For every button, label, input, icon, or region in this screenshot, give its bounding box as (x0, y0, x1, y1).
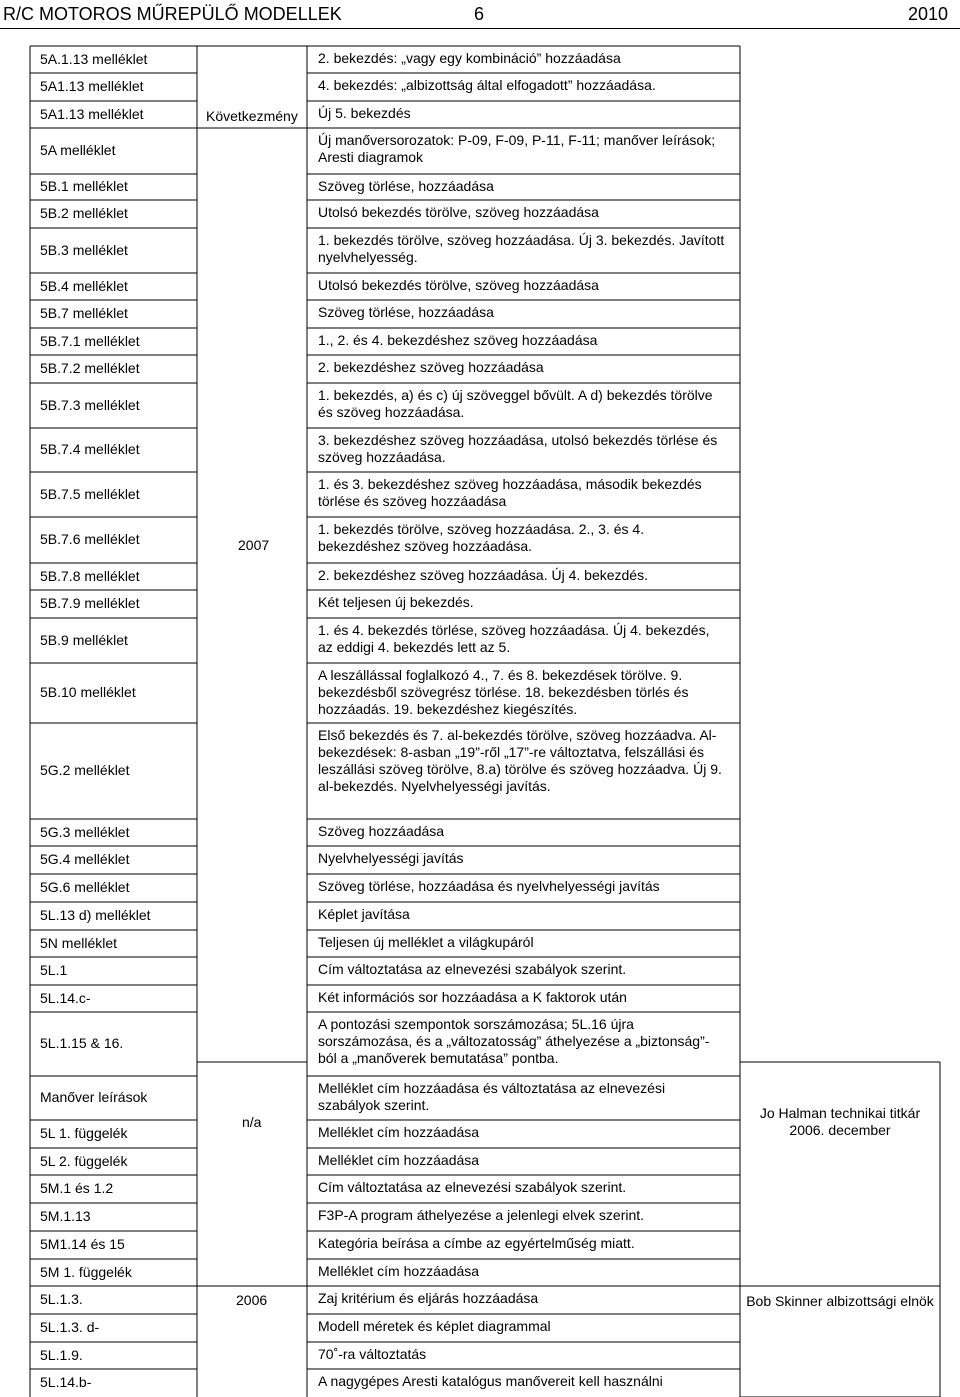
row-change: 2. bekezdéshez szöveg hozzáadása (318, 359, 544, 375)
row-ref: 5L.1.15 & 16. (40, 1035, 124, 1051)
row-ref: 5B.10 melléklet (40, 684, 136, 700)
row-change: Melléklet cím hozzáadása és változtatása az elnevezési szabályok szerint. (318, 1080, 666, 1113)
row-ref: 5A1.13 melléklet (40, 105, 144, 122)
row-ref: 5G.3 melléklet (40, 823, 130, 840)
row-ref: 5L.13 d) melléklet (40, 907, 151, 923)
row-ref: 5B.7.1 melléklet (40, 332, 140, 349)
row-change: Képlet javítása (318, 906, 410, 922)
row-ref: 5L.1.3. (40, 1291, 83, 1307)
row-ref: 5B.7.8 melléklet (40, 567, 140, 584)
row-ref: 5A melléklet (40, 142, 116, 158)
row-ref: 5B.7.9 melléklet (40, 595, 140, 611)
row-change: 3. bekezdéshez szöveg hozzáadása, utolsó bekezdés törlése és szöveg hozzáadása. (318, 432, 718, 465)
header-year: 2010 (908, 4, 949, 24)
row-ref: 5B.7.5 melléklet (40, 485, 140, 502)
row-change: 4. bekezdés: „albizottság által elfogadott” hozzáadása. (318, 77, 656, 93)
row-change: A nagygépes Aresti katalógus manővereit kell használni (318, 1373, 663, 1389)
row-ref: 5L.14.b- (40, 1374, 92, 1390)
row-change: Teljesen új melléklet a világkupáról (318, 934, 534, 950)
signoff-halman: Jo Halman technikai titkár 2006. december (759, 1105, 921, 1138)
row-ref: 5A1.13 melléklet (40, 78, 144, 94)
row-ref: 5L.1.3. d- (40, 1319, 100, 1335)
row-change: Melléklet cím hozzáadása (318, 1263, 480, 1279)
row-ref: 5G.2 melléklet (40, 762, 130, 778)
row-change: 1., 2. és 4. bekezdéshez szöveg hozzáadása (318, 332, 598, 348)
row-ref: 5A.1.13 melléklet (40, 50, 148, 67)
row-change: 1. bekezdés, a) és c) új szöveggel bővült. A d) bekezdés törölve és szöveg hozzáadása. (318, 387, 713, 420)
row-ref: 5B.9 melléklet (40, 631, 128, 648)
row-change: 1. bekezdés törölve, szöveg hozzáadása. Új 3. bekezdés. Javított nyelvhelyesség. (318, 232, 725, 265)
row-change: 70˚-ra változtatás (318, 1346, 427, 1362)
row-change: Szöveg törlése, hozzáadása (318, 304, 494, 320)
row-ref: 5L 1. függelék (40, 1125, 128, 1141)
row-ref: 5M.1.13 (40, 1208, 91, 1224)
consequence-header: Következmény (206, 108, 298, 124)
row-ref: 5L.1 (40, 962, 68, 978)
row-change: Első bekezdés és 7. al-bekezdés törölve, szöveg hozzáadva. Al-bekezdések: 8-asban „19”-ről „17”-re változtatva, felszállási és leszállási szöveg törölve, 8.a) törölve és szöveg hozzáadva. Új 9. al-bekezdés. Nyelvhelyességi javítás. (318, 727, 722, 794)
row-change: Modell méretek és képlet diagrammal (318, 1318, 551, 1334)
row-change: Szöveg törlése, hozzáadása (318, 178, 494, 194)
row-change: 1. bekezdés törölve, szöveg hozzáadása. 2., 3. és 4. bekezdéshez szöveg hozzáadása. (318, 521, 645, 554)
row-change: Szöveg hozzáadása (318, 823, 445, 839)
row-change: Új 5. bekezdés (318, 105, 411, 121)
row-ref: 5N melléklet (40, 934, 118, 951)
row-ref: Manőver leírások (40, 1089, 148, 1105)
row-ref: 5G.4 melléklet (40, 851, 130, 867)
page-number: 6 (474, 4, 485, 24)
row-ref: 5B.7.2 melléklet (40, 360, 140, 376)
row-change: Zaj kritérium és eljárás hozzáadása (318, 1290, 539, 1306)
row-change: 2. bekezdéshez szöveg hozzáadása. Új 4. bekezdés. (318, 567, 648, 583)
row-ref: 5M 1. függelék (40, 1263, 132, 1280)
row-change: Utolsó bekezdés törölve, szöveg hozzáadása (318, 277, 599, 293)
row-change: F3P-A program áthelyezése a jelenlegi elvek szerint. (318, 1207, 645, 1223)
row-change: 2. bekezdés: „vagy egy kombináció” hozzáadása (318, 50, 621, 66)
row-change: 1. és 3. bekezdéshez szöveg hozzáadása, második bekezdés törlése és szöveg hozzáadása (318, 476, 702, 509)
row-ref: 5B.3 melléklet (40, 241, 128, 258)
row-change: A leszállással foglalkozó 4., 7. és 8. bekezdések törölve. 9. bekezdésből szövegrész törlése. 18. bekezdésben törlés és hozzáadás. 19. bekezdéshez kiegészítés. (318, 667, 689, 717)
row-change: 1. és 4. bekezdés törlése, szöveg hozzáadása. Új 4. bekezdés, az eddigi 4. bekezdés lett az 5. (318, 622, 710, 655)
row-change: Szöveg törlése, hozzáadása és nyelvhelyességi javítás (318, 878, 660, 894)
row-change: A pontozási szempontok sorszámozása; 5L.16 újra sorszámozása, és a „változatosság” áthelyezése a „biztonság”-ból a „manőverek bemutatása” pontba. (318, 1016, 710, 1066)
document-title: R/C MOTOROS MŰREPÜLŐ MODELLEK (3, 4, 342, 24)
row-ref: 5B.4 melléklet (40, 277, 128, 294)
row-change: Utolsó bekezdés törölve, szöveg hozzáadása (318, 204, 599, 220)
row-ref: 5G.6 melléklet (40, 879, 130, 895)
row-change: Két információs sor hozzáadása a K faktorok után (318, 989, 627, 1005)
row-change: Melléklet cím hozzáadása (318, 1152, 480, 1168)
row-ref: 5B.7 melléklet (40, 305, 128, 321)
row-ref: 5B.7.3 melléklet (40, 396, 140, 413)
row-ref: 5L 2. függelék (40, 1152, 128, 1169)
row-change: Melléklet cím hozzáadása (318, 1124, 480, 1140)
signoff-skinner: Bob Skinner albizottsági elnök (746, 1293, 934, 1309)
row-ref: 5B.7.4 melléklet (40, 441, 140, 457)
row-change: Új manőversorozatok: P-09, F-09, P-11, F-11; manőver leírások; Aresti diagramok (318, 132, 716, 165)
row-change: Kategória beírása a címbe az egyértelműség miatt. (318, 1235, 635, 1251)
row-ref: 5B.7.6 melléklet (40, 531, 140, 547)
row-ref: 5L.1.9. (40, 1346, 83, 1363)
year-na: n/a (242, 1114, 262, 1130)
row-ref: 5B.1 melléklet (40, 178, 128, 194)
row-ref: 5M1.14 és 15 (40, 1236, 125, 1252)
row-change: Cím változtatása az elnevezési szabályok szerint. (318, 1179, 627, 1195)
row-change: Nyelvhelyességi javítás (318, 850, 464, 866)
year-2006: 2006 (236, 1292, 268, 1308)
page-header (0, 0, 960, 29)
row-ref: 5L.14.c- (40, 989, 91, 1006)
row-ref: 5M.1 és 1.2 (40, 1180, 114, 1196)
row-ref: 5B.2 melléklet (40, 205, 128, 221)
row-change: Cím változtatása az elnevezési szabályok szerint. (318, 961, 627, 977)
year-2007: 2007 (238, 537, 270, 553)
row-change: Két teljesen új bekezdés. (318, 594, 474, 610)
